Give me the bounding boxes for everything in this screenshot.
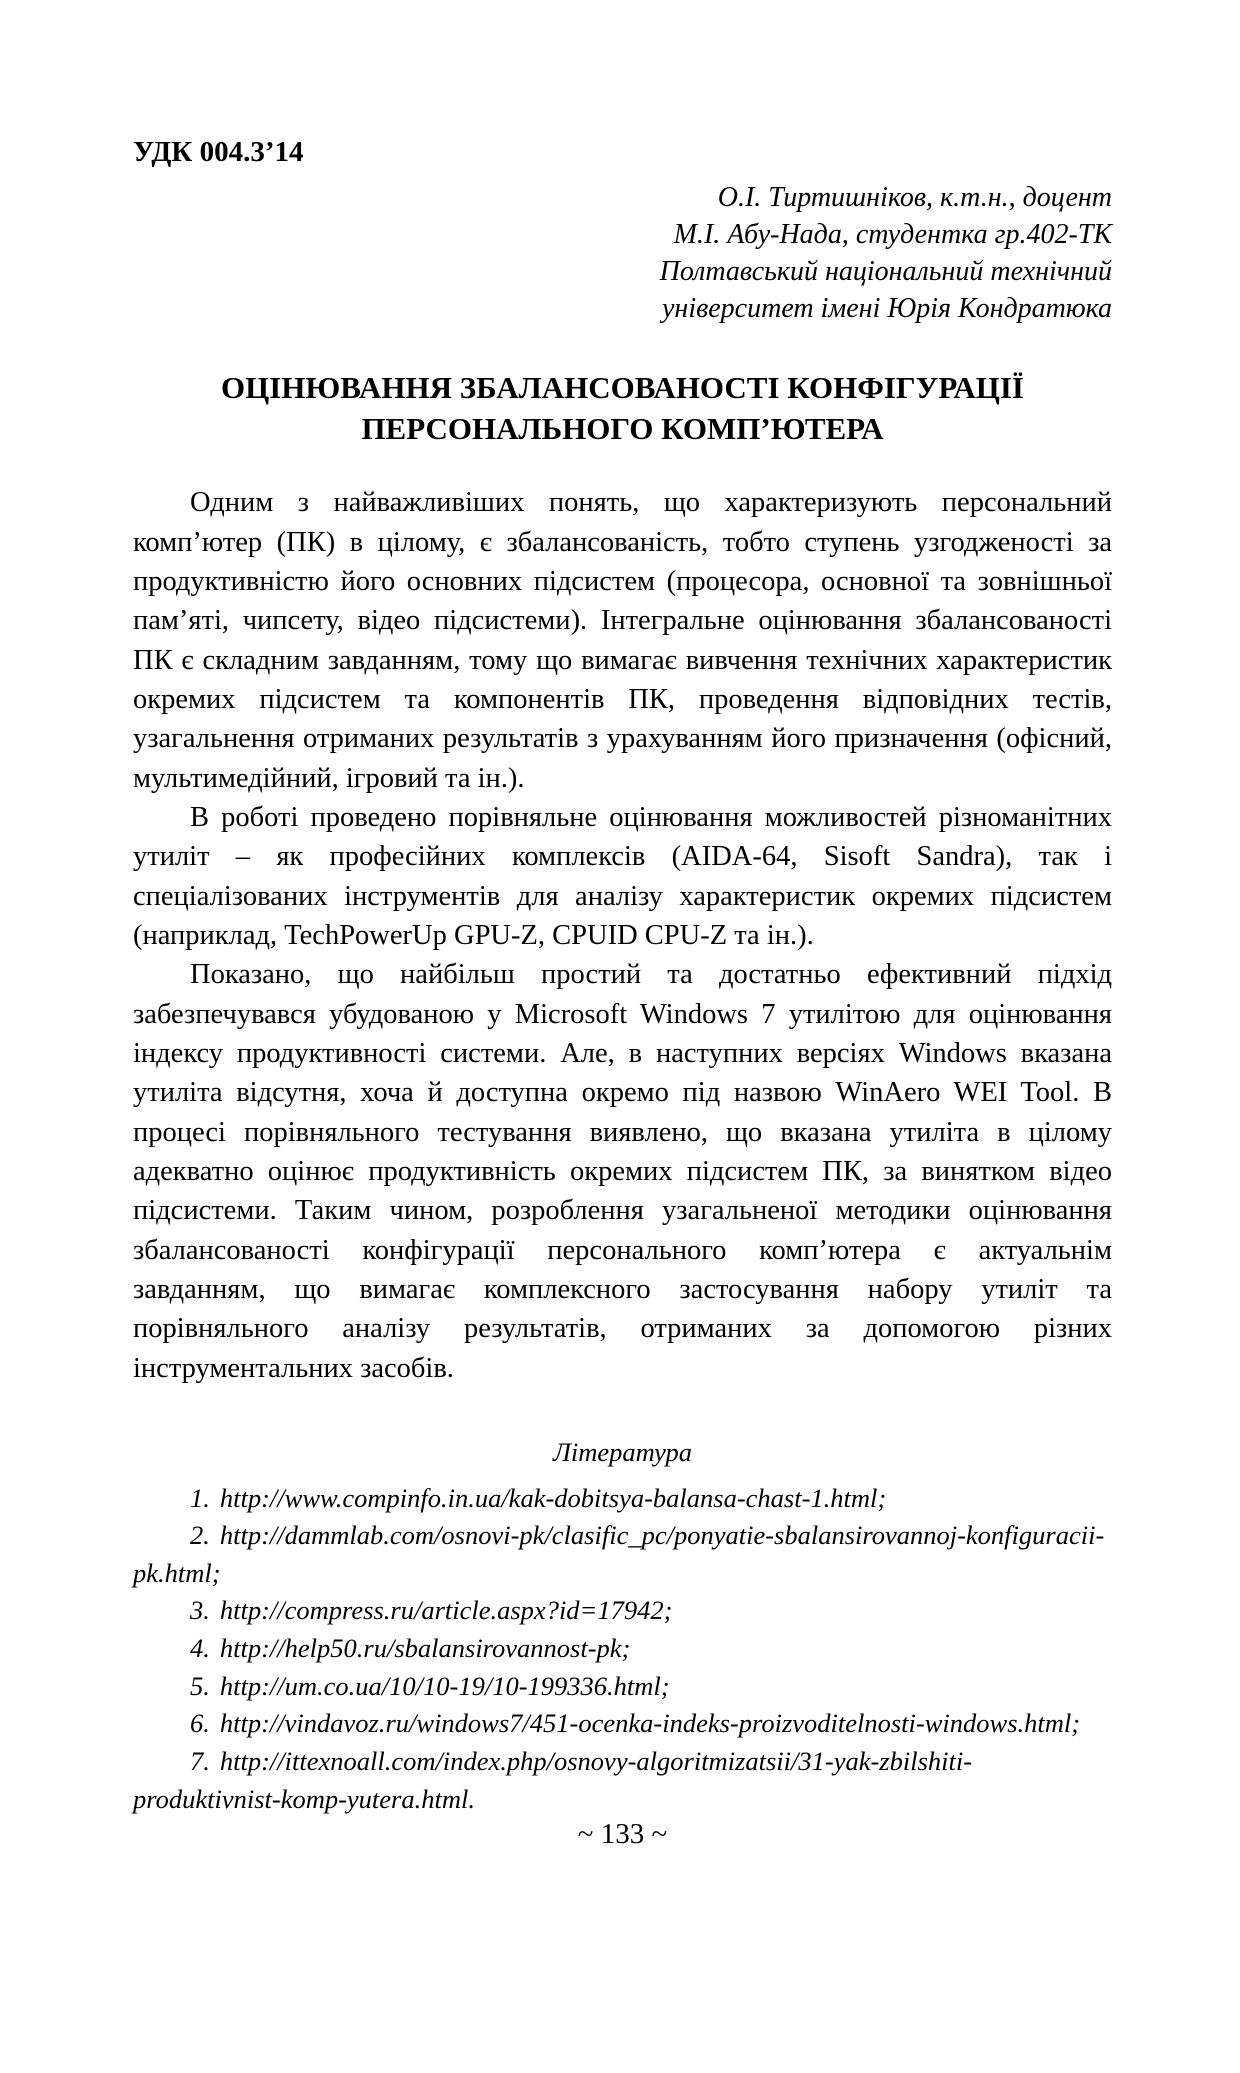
literature-item-number: 1. [190,1482,210,1513]
literature-item-number: 7. [190,1745,210,1776]
author-line: М.І. Абу-Нада, студентка гр.402-ТК [673,218,1112,250]
literature-item-number: 3. [190,1595,210,1626]
abstract-paragraph: Показано, що найбільш простий та достатньо ефективний підхід забезпечувався убудованою у Microsoft Windows 7 утилітою для оцінювання індексу продуктивності системи. Але, в наступних версіях Windows вказана утиліта відсутня, хоча й доступна окремо під назвою WinAero WEI Tool. В процесі порівняльного тестування виявлено, що вказана утиліта в цілому адекватно оцінює продуктивність окремих підсистем ПК, за винятком відео підсистеми. Таким чином, розроблення узагальненої методики оцінювання збалансованості конфігурації персонального комп’ютера є актуальнім завданням, що вимагає комплексного застосування набору утиліт та порівняльного аналізу результатів, отриманих за допомогою різних інструментальних засобів. [133,959,1112,1384]
author-line: О.І. Тиртишніков, к.т.н., доцент [717,181,1112,213]
literature-item-url: http://help50.ru/sbalansirovannost-pk; [219,1633,631,1664]
literature-item-url: http://vindavoz.ru/windows7/451-ocenka-indeks-proizvoditelnosti-windows.html; [219,1708,1081,1739]
literature-item-url: http://www.compinfo.in.ua/kak-dobitsya-balansa-chast-1.html; [219,1482,887,1513]
literature-item [133,1517,1112,1592]
literature-item-number: 2. [190,1520,210,1551]
abstract-paragraph: Одним з найважливіших понять, що характеризують персональний комп’ютер (ПК) в цілому, є збалансованість, тобто ступень узгодженості за продуктивністю його основних підсистем (процесора, основної та зовнішньої пам’яті, чипсету, відео підсистеми). Інтегральне оцінювання збалансованості ПК є складним завданням, тому що вимагає вивчення технічних характеристик окремих підсистем та компонентів ПК, проведення відповідних тестів, узагальнення отриманих результатів з урахуванням його призначення (офісний, мультимедійний, ігровий та ін.). [133,487,1112,794]
literature-item-url: http://compress.ru/article.aspx?id=17942; [219,1595,673,1626]
literature-heading: Література [552,1436,693,1467]
affiliation-line: університет імені Юрія Кондратюка [662,292,1112,324]
literature-item-number: 6. [190,1708,210,1739]
literature-item-url: http://ittexnoall.com/index.php/osnovy-algoritmizatsii/31-yak-zbilshiti-produktivnist-komp-yutera.html. [133,1745,973,1814]
literature-item-url: http://dammlab.com/osnovi-pk/clasific_pc/ponyatie-sbalansirovannoj-konfiguracii-pk.html; [133,1520,1105,1588]
literature-item [133,1668,1112,1706]
udk-code: УДК 004.3’14 [133,136,304,168]
literature-item-number: 4. [190,1633,210,1664]
paper-title [133,368,1112,450]
literature-item [133,1480,1112,1518]
paper-title-line2: ПЕРСОНАЛЬНОГО КОМП’ЮТЕРА [361,410,884,446]
literature-item [133,1592,1112,1630]
author-block [133,180,1112,328]
literature-item-url: http://um.co.ua/10/10-19/10-199336.html; [219,1670,670,1701]
affiliation-line: Полтавський національний технічний [659,255,1112,287]
literature-item [133,1705,1112,1743]
literature-item [133,1630,1112,1668]
page-number: ~ 133 ~ [577,1818,668,1851]
paper-title-line1: ОЦІНЮВАННЯ ЗБАЛАНСОВАНОСТІ КОНФІГУРАЦІЇ [220,369,1024,405]
literature-item [133,1743,1112,1818]
literature-item-number: 5. [190,1670,210,1701]
abstract-body [133,483,1112,1388]
literature-section [133,1434,1112,1818]
abstract-paragraph: В роботі проведено порівняльне оцінювання можливостей різноманітних утиліт – як професійних комплексів (AIDA-64, Sisoft Sandra), так і спеціалізованих інструментів для аналізу характеристик окремих підсистем (наприклад, TechPowerUp GPU-Z, CPUID CPU-Z та ін.). [133,802,1112,952]
page-footer [133,1818,1112,2073]
